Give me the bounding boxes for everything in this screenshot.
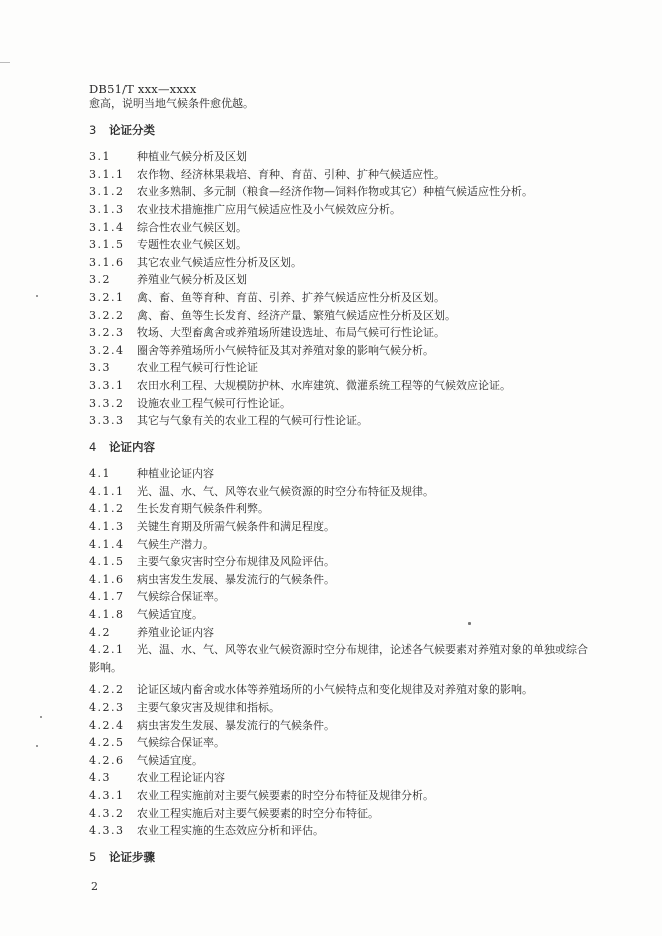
clause-text: 养殖业气候分析及区划 bbox=[137, 273, 247, 287]
clause-item bbox=[89, 805, 609, 823]
clause-text: 气候适宜度。 bbox=[137, 753, 203, 767]
clause-text: 主要气象灾害时空分布规律及风险评估。 bbox=[137, 555, 335, 569]
clause-number: 3.2.1 bbox=[89, 290, 125, 304]
clause-item bbox=[89, 588, 609, 606]
clause-text: 设施农业工程气候可行性论证。 bbox=[137, 396, 291, 410]
clause-text: 养殖业论证内容 bbox=[137, 625, 214, 639]
clause-item bbox=[89, 183, 609, 201]
clause-text: 病虫害发生发展、暴发流行的气候条件。 bbox=[137, 572, 335, 586]
clause-number: 4.2.4 bbox=[89, 718, 125, 732]
clause-item bbox=[89, 752, 609, 770]
clause-item bbox=[89, 624, 609, 642]
scan-speck bbox=[36, 295, 38, 297]
clause-item bbox=[89, 236, 609, 254]
clause-number: 4.2.2 bbox=[89, 683, 125, 697]
clause-text: 生长发育期气候条件利弊。 bbox=[137, 502, 269, 516]
clause-item bbox=[89, 500, 609, 518]
clause-number: 4.1.1 bbox=[89, 484, 125, 498]
clause-item bbox=[89, 219, 609, 237]
clause-text: 论证区域内畜舍或水体等养殖场所的小气候特点和变化规律及对养殖对象的影响。 bbox=[137, 683, 533, 697]
standard-code: DB51/T xxx—xxxx bbox=[89, 82, 197, 96]
clause-number: 4.1.6 bbox=[89, 572, 125, 586]
clause-number: 3.3.3 bbox=[89, 414, 125, 428]
clause-text: 气候综合保证率。 bbox=[137, 590, 225, 604]
clause-item bbox=[89, 395, 609, 413]
section-heading bbox=[89, 122, 609, 140]
clause-number: 4.1.2 bbox=[89, 502, 125, 516]
clause-number: 4.2.6 bbox=[89, 753, 125, 767]
clause-text: 主要气象灾害及规律和指标。 bbox=[137, 701, 280, 714]
clause-item bbox=[89, 324, 609, 342]
clause-text: 牧场、大型畜禽舍或养殖场所建设选址、布局气候可行性论证。 bbox=[137, 326, 445, 340]
clause-number: 4.2.1 bbox=[89, 643, 125, 657]
clause-item bbox=[89, 641, 609, 659]
clause-text: 病虫害发生发展、暴发流行的气候条件。 bbox=[137, 718, 335, 732]
clause-number: 4.1.8 bbox=[89, 608, 125, 622]
clause-text: 圈舍等养殖场所小气候特征及其对养殖对象的影响气候分析。 bbox=[137, 343, 434, 357]
clause-number: 3.2.4 bbox=[89, 343, 125, 357]
clause-text: 农业技术措施推广应用气候适应性及小气候效应分析。 bbox=[137, 202, 401, 216]
clause-item bbox=[89, 822, 609, 840]
clause-item bbox=[89, 734, 609, 752]
clause-item bbox=[89, 681, 609, 699]
clause-continuation: 影响。 bbox=[89, 660, 122, 674]
clause-text: 专题性农业气候区划。 bbox=[137, 238, 247, 252]
clause-number: 3.1.5 bbox=[89, 238, 125, 252]
clause-item bbox=[89, 412, 609, 430]
clause-number: 3.3 bbox=[89, 361, 111, 375]
clause-item bbox=[89, 536, 609, 554]
section-number: 5 bbox=[89, 849, 98, 864]
clause-text: 种植业论证内容 bbox=[137, 467, 214, 481]
clause-item bbox=[89, 377, 609, 395]
clause-number: 4.3.1 bbox=[89, 788, 125, 802]
clause-item bbox=[89, 571, 609, 589]
clause-text: 综合性农业气候区划。 bbox=[137, 220, 247, 234]
clause-number: 4.3 bbox=[89, 771, 111, 785]
clause-item bbox=[89, 606, 609, 624]
clause-item bbox=[89, 342, 609, 360]
clause-item bbox=[89, 148, 609, 166]
clause-text: 农业工程气候可行性论证 bbox=[137, 361, 258, 375]
clause-text: 种植业气候分析及区划 bbox=[137, 150, 247, 164]
clause-item bbox=[89, 201, 609, 219]
clause-number: 4.3.2 bbox=[89, 806, 125, 820]
clause-text: 其它农业气候适应性分析及区划。 bbox=[137, 255, 302, 269]
section-number: 3 bbox=[89, 122, 98, 137]
clause-number: 4.3.3 bbox=[89, 824, 125, 838]
section-title: 论证分类 bbox=[109, 122, 155, 137]
clause-item bbox=[89, 289, 609, 307]
clause-text: 光、温、水、气、风等农业气候资源的时空分布特征及规律。 bbox=[137, 484, 434, 498]
clause-text: 农田水利工程、大规模防护林、水库建筑、微灌系统工程等的气候效应论证。 bbox=[137, 378, 511, 392]
clause-text: 关键生育期及所需气候条件和满足程度。 bbox=[137, 520, 335, 534]
clause-text: 其它与气象有关的农业工程的气候可行性论证。 bbox=[137, 414, 368, 428]
document-body bbox=[89, 95, 609, 866]
clause-number: 3.1.6 bbox=[89, 255, 125, 269]
page-number: 2 bbox=[91, 880, 98, 893]
clause-text: 气候适宜度。 bbox=[137, 608, 203, 622]
clause-number: 3.2.3 bbox=[89, 326, 125, 340]
clause-text: 农业工程论证内容 bbox=[137, 771, 225, 785]
clause-number: 3.2 bbox=[89, 273, 111, 287]
clause-number: 3.1.2 bbox=[89, 185, 125, 199]
clause-item bbox=[89, 307, 609, 325]
clause-item bbox=[89, 717, 609, 735]
clause-item bbox=[89, 465, 609, 483]
clause-item bbox=[89, 518, 609, 536]
section-number: 4 bbox=[89, 439, 98, 454]
clause-text: 农业工程实施后对主要气候要素的时空分布特征。 bbox=[137, 806, 379, 820]
section-heading bbox=[89, 849, 609, 867]
clause-number: 3.1.4 bbox=[89, 220, 125, 234]
clause-item bbox=[89, 166, 609, 184]
clause-number: 4.2.5 bbox=[89, 736, 125, 750]
section-heading bbox=[89, 439, 609, 457]
clause-item bbox=[89, 787, 609, 805]
clause-number: 4.1.3 bbox=[89, 520, 125, 534]
clause-number: 4.1 bbox=[89, 467, 111, 481]
clause-text: 禽、畜、鱼等生长发育、经济产量、繁殖气候适应性分析及区划。 bbox=[137, 308, 456, 322]
clause-item bbox=[89, 483, 609, 501]
clause-text: 气候生产潜力。 bbox=[137, 537, 214, 551]
clause-text: 农业工程实施的生态效应分析和评估。 bbox=[137, 824, 324, 838]
clause-item bbox=[89, 699, 609, 717]
clause-number: 3.1.1 bbox=[89, 167, 125, 181]
clause-number: 4.2 bbox=[89, 625, 111, 639]
clause-text: 农作物、经济林果栽培、育种、育苗、引种、扩种气候适应性。 bbox=[137, 167, 445, 181]
clause-number: 4.1.7 bbox=[89, 590, 125, 604]
clause-item bbox=[89, 769, 609, 787]
clause-number: 4.1.5 bbox=[89, 555, 125, 569]
clause-text: 禽、畜、鱼等育种、育苗、引养、扩养气候适应性分析及区划。 bbox=[137, 290, 445, 304]
clause-item bbox=[89, 359, 609, 377]
scan-speck bbox=[36, 745, 38, 747]
clause-item bbox=[89, 254, 609, 272]
clause-number: 3.2.2 bbox=[89, 308, 125, 322]
clause-number: 4.1.4 bbox=[89, 537, 125, 551]
clause-text: 农业多熟制、多元制（粮食—经济作物—饲料作物或其它）种植气候适应性分析。 bbox=[137, 185, 533, 199]
scan-speck bbox=[40, 716, 42, 718]
clause-number: 3.1.3 bbox=[89, 202, 125, 216]
clause-item bbox=[89, 553, 609, 571]
clause-text: 光、温、水、气、风等农业气候资源时空分布规律，论述各气候要素对养殖对象的单独或综合 bbox=[137, 643, 588, 657]
continuation-text: 愈高，说明当地气候条件愈优越。 bbox=[89, 97, 254, 110]
scan-edge-mark bbox=[0, 62, 10, 63]
clause-number: 4.2.3 bbox=[89, 701, 125, 714]
clause-item bbox=[89, 271, 609, 289]
clause-number: 3.1 bbox=[89, 150, 111, 164]
clause-number: 3.3.1 bbox=[89, 378, 125, 392]
section-title: 论证步骤 bbox=[109, 849, 155, 864]
clause-text: 农业工程实施前对主要气候要素的时空分布特征及规律分析。 bbox=[137, 788, 434, 802]
clause-text: 气候综合保证率。 bbox=[137, 736, 225, 750]
section-title: 论证内容 bbox=[109, 439, 155, 454]
clause-number: 3.3.2 bbox=[89, 396, 125, 410]
